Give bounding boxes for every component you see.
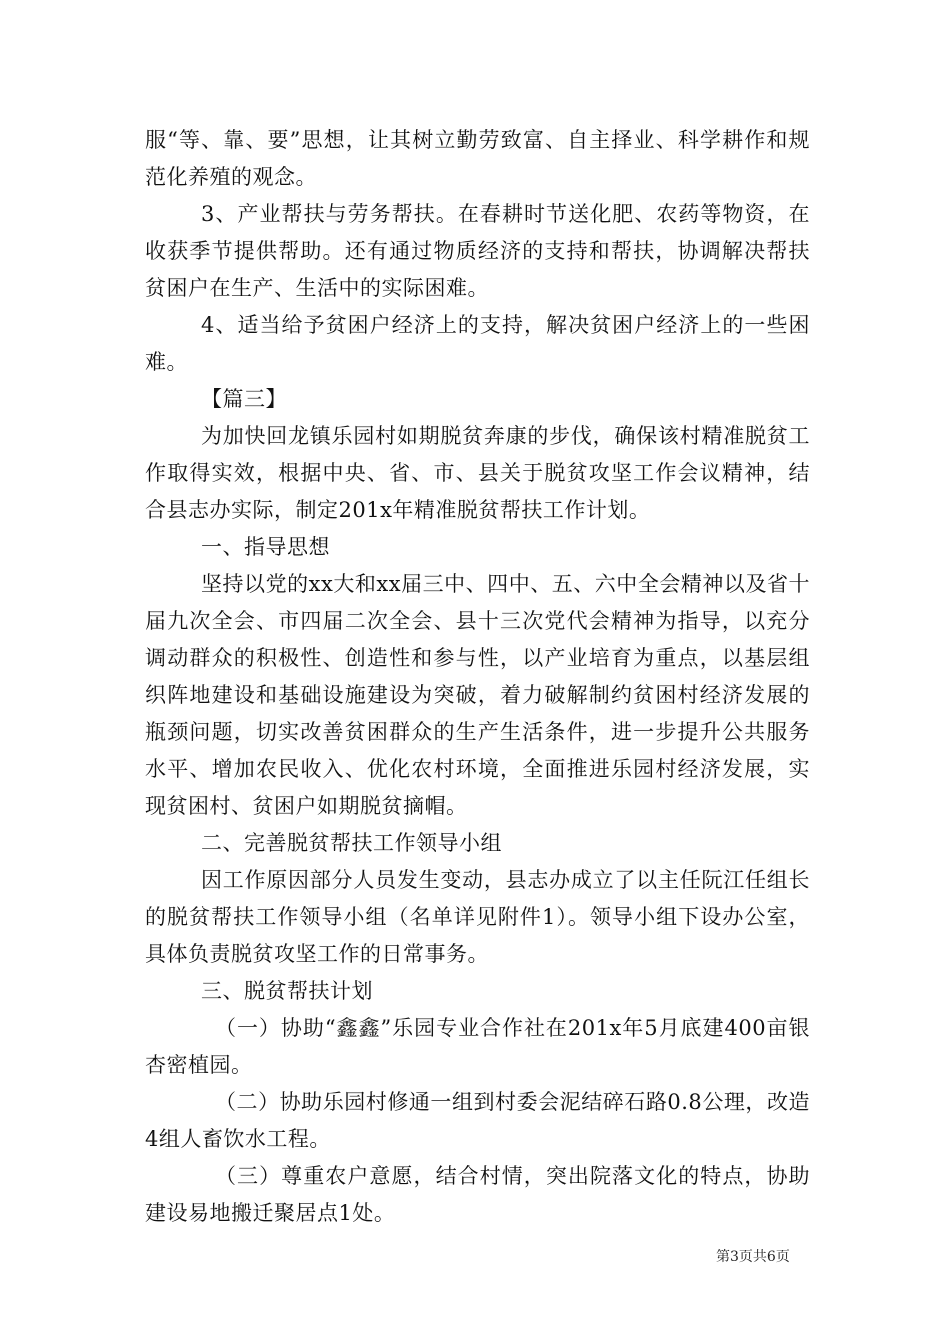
heading-guiding-thought: 一、指导思想 bbox=[201, 535, 330, 559]
paragraph-intro: 为加快回龙镇乐园村如期脱贫奔康的步伐，确保该村精准脱贫工作取得实效，根据中央、省、市、县关于脱贫攻坚工作会议精神，结合县志办实际，制定201x年精准脱贫帮扶工作计划。 bbox=[145, 424, 810, 522]
section-heading-part-three: 【篇三】 bbox=[201, 387, 287, 411]
page-number-footer: 第3页共6页 bbox=[716, 1249, 790, 1265]
paragraph-continuation: 服“等、靠、要”思想，让其树立勤劳致富、自主择业、科学耕作和规范化养殖的观念。 bbox=[145, 128, 810, 189]
plan-item-3: （三）尊重农户意愿，结合村情，突出院落文化的特点，协助建设易地搬迁聚居点1处。 bbox=[145, 1164, 810, 1225]
heading-leadership-group: 二、完善脱贫帮扶工作领导小组 bbox=[201, 831, 502, 855]
heading-assistance-plan: 三、脱贫帮扶计划 bbox=[201, 979, 373, 1003]
document-body bbox=[145, 122, 810, 1232]
paragraph-leadership-group: 因工作原因部分人员发生变动，县志办成立了以主任阮江任组长的脱贫帮扶工作领导小组（名单详见附件1）。领导小组下设办公室，具体负责脱贫攻坚工作的日常事务。 bbox=[145, 868, 810, 966]
paragraph-guiding-thought: 坚持以党的xx大和xx届三中、四中、五、六中全会精神以及省十届九次全会、市四届二次全会、县十三次党代会精神为指导，以充分调动群众的积极性、创造性和参与性，以产业培育为重点，以基层组织阵地建设和基础设施建设为突破，着力破解制约贫困村经济发展的瓶颈问题，切实改善贫困群众的生产生活条件，进一步提升公共服务水平、增加农民收入、优化农村环境，全面推进乐园村经济发展，实现贫困村、贫困户如期脱贫摘帽。 bbox=[145, 572, 810, 818]
plan-item-2: （二）协助乐园村修通一组到村委会泥结碎石路0.8公理，改造4组人畜饮水工程。 bbox=[145, 1090, 810, 1151]
plan-item-1: （一）协助“鑫鑫”乐园专业合作社在201x年5月底建400亩银杏密植园。 bbox=[145, 1016, 810, 1077]
paragraph-item-4: 4、适当给予贫困户经济上的支持，解决贫困户经济上的一些困难。 bbox=[145, 313, 810, 374]
paragraph-item-3: 3、产业帮扶与劳务帮扶。在春耕时节送化肥、农药等物资，在收获季节提供帮助。还有通过物质经济的支持和帮扶，协调解决帮扶贫困户在生产、生活中的实际困难。 bbox=[145, 202, 810, 300]
